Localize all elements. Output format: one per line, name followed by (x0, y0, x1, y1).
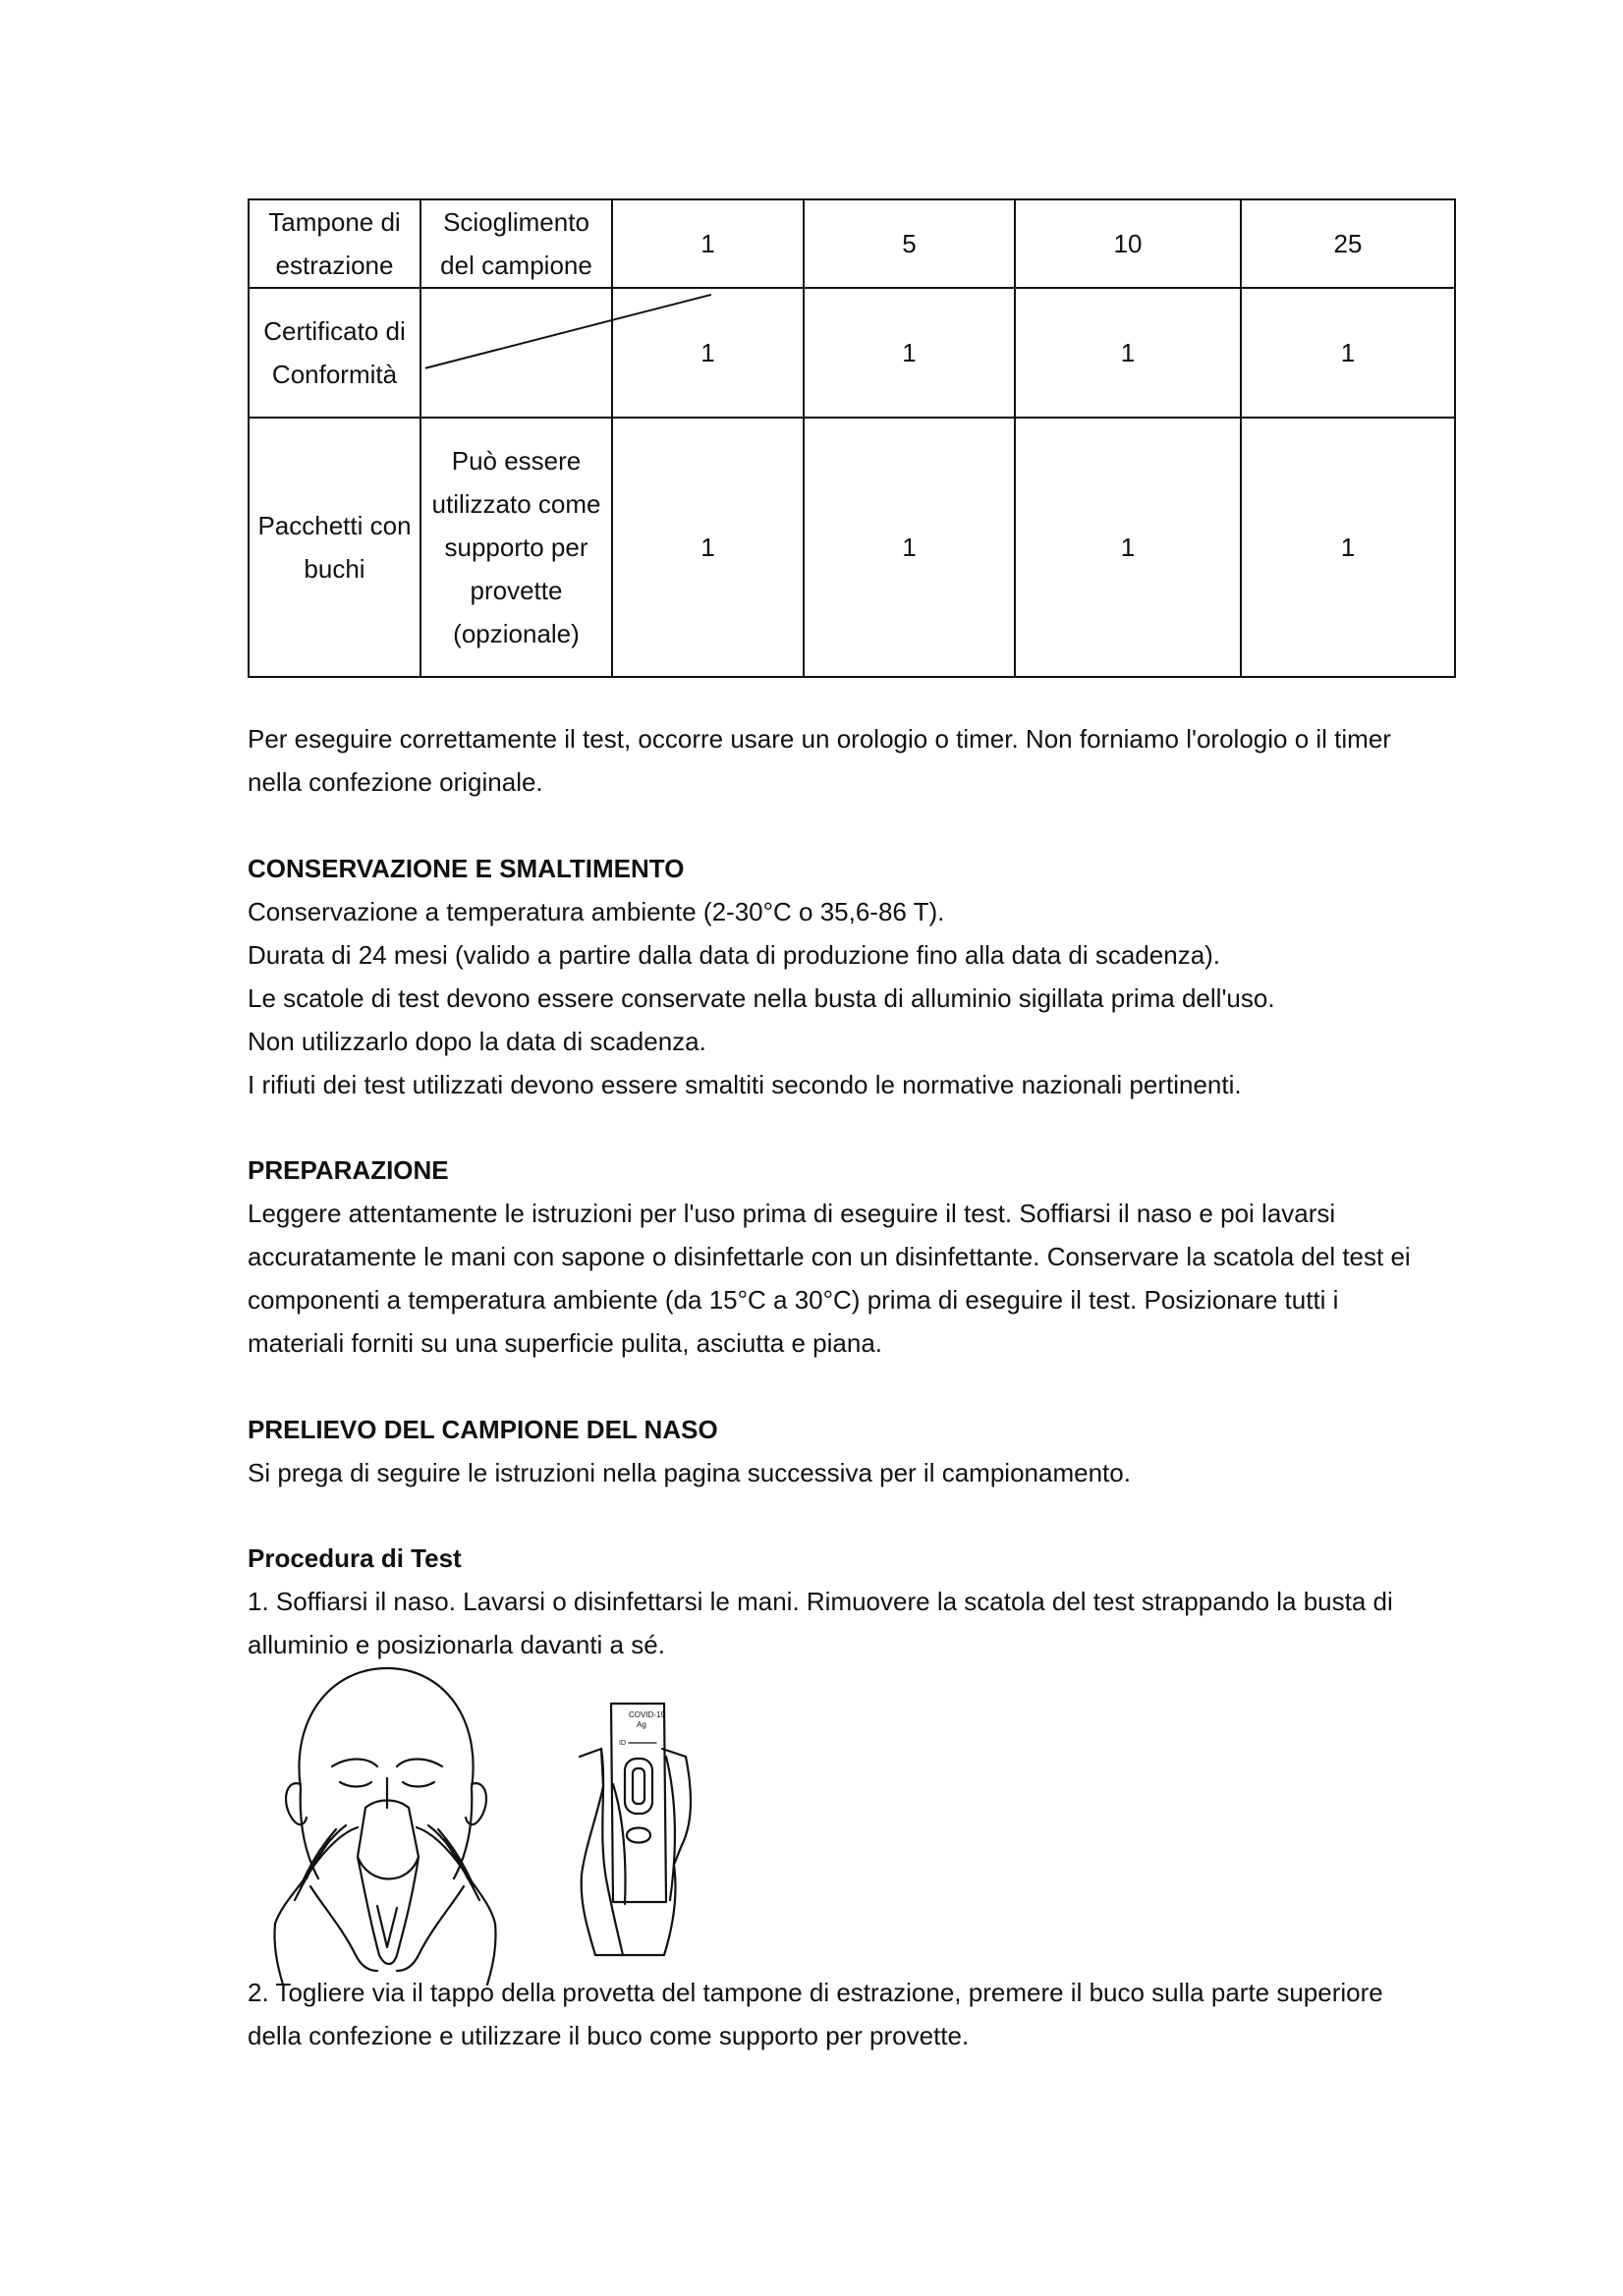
components-table (248, 198, 1456, 678)
preparation-section (248, 1148, 1427, 1365)
procedure-section (248, 1537, 1427, 1666)
storage-line: Non utilizzarlo dopo la data di scadenza. (248, 1027, 706, 1056)
table-cell: 1 (804, 288, 1015, 418)
table-row (249, 199, 1455, 288)
sampling-text: Si prega di seguire le istruzioni nella pagina successiva per il campionamento. (248, 1458, 1131, 1487)
table-cell: 1 (612, 418, 804, 677)
procedure-step-2: 2. Togliere via il tappo della provetta del tampone di estrazione, premere il buco sulla parte superiore della confezione e utilizzare il buco come supporto per provette. (248, 1978, 1383, 2050)
person-blowing-nose-illustration (271, 1660, 497, 1990)
procedure-step-1: 1. Soffiarsi il naso. Lavarsi o disinfettarsi le mani. Rimuovere la scatola del test strappando la busta di alluminio e posizionarla davanti a sé. (248, 1587, 1393, 1659)
storage-line: Conservazione a temperatura ambiente (2-30°C o 35,6-86 T). (248, 897, 945, 926)
table-cell: 10 (1015, 199, 1241, 288)
preparation-text: Leggere attentamente le istruzioni per l'uso prima di eseguire il test. Soffiarsi il naso e poi lavarsi accuratamente le mani con sapone o disinfettarle con un disinfettante. Conservare la scatola del test ei componenti a temperatura ambiente (da 15°C a 30°C) prima di eseguire il test. Posizionare tutti i materiali forniti su una superficie pulita, asciutta e piana. (248, 1199, 1411, 1358)
cassette-id-label: ID (619, 1740, 626, 1747)
table-cell: Scioglimento del campione (420, 199, 612, 288)
table-cell: Pacchetti con buchi (249, 418, 420, 677)
table-cell: 25 (1241, 199, 1455, 288)
diagonal-line (421, 289, 611, 417)
timer-note-text: Per eseguire correttamente il test, occorre usare un orologio o timer. Non forniamo l'orologio o il timer nella confezione originale. (248, 724, 1391, 797)
section-heading: PRELIEVO DEL CAMPIONE DEL NASO (248, 1415, 718, 1444)
table-cell-empty-diagonal (420, 288, 612, 418)
storage-section (248, 847, 1427, 1106)
test-cassette-pouch-illustration (568, 1698, 698, 1963)
cassette-label: Ag (637, 1720, 646, 1729)
table-cell: Può essere utilizzato come supporto per provette (opzionale) (420, 418, 612, 677)
section-heading: Procedura di Test (248, 1543, 462, 1573)
sampling-section (248, 1408, 1427, 1494)
table-cell: Certificato di Conformità (249, 288, 420, 418)
table-row (249, 288, 1455, 418)
section-heading: PREPARAZIONE (248, 1155, 449, 1185)
table-cell: 1 (804, 418, 1015, 677)
table-cell: 1 (1241, 288, 1455, 418)
timer-note (248, 717, 1427, 804)
storage-line: Durata di 24 mesi (valido a partire dalla data di produzione fino alla data di scadenza). (248, 940, 1221, 970)
section-heading: CONSERVAZIONE E SMALTIMENTO (248, 854, 685, 883)
table-cell: 1 (612, 199, 804, 288)
table-cell: 5 (804, 199, 1015, 288)
table-cell: 1 (1015, 418, 1241, 677)
table-cell: Tampone di estrazione (249, 199, 420, 288)
table-row (249, 418, 1455, 677)
storage-line: I rifiuti dei test utilizzati devono essere smaltiti secondo le normative nazionali pertinenti. (248, 1070, 1242, 1099)
table-cell: 1 (612, 288, 804, 418)
table-cell: 1 (1015, 288, 1241, 418)
procedure-step-2-block (248, 1971, 1427, 2057)
cassette-label: COVID-19 (629, 1710, 665, 1719)
table-cell: 1 (1241, 418, 1455, 677)
storage-line: Le scatole di test devono essere conservate nella busta di alluminio sigillata prima dell'uso. (248, 983, 1275, 1013)
